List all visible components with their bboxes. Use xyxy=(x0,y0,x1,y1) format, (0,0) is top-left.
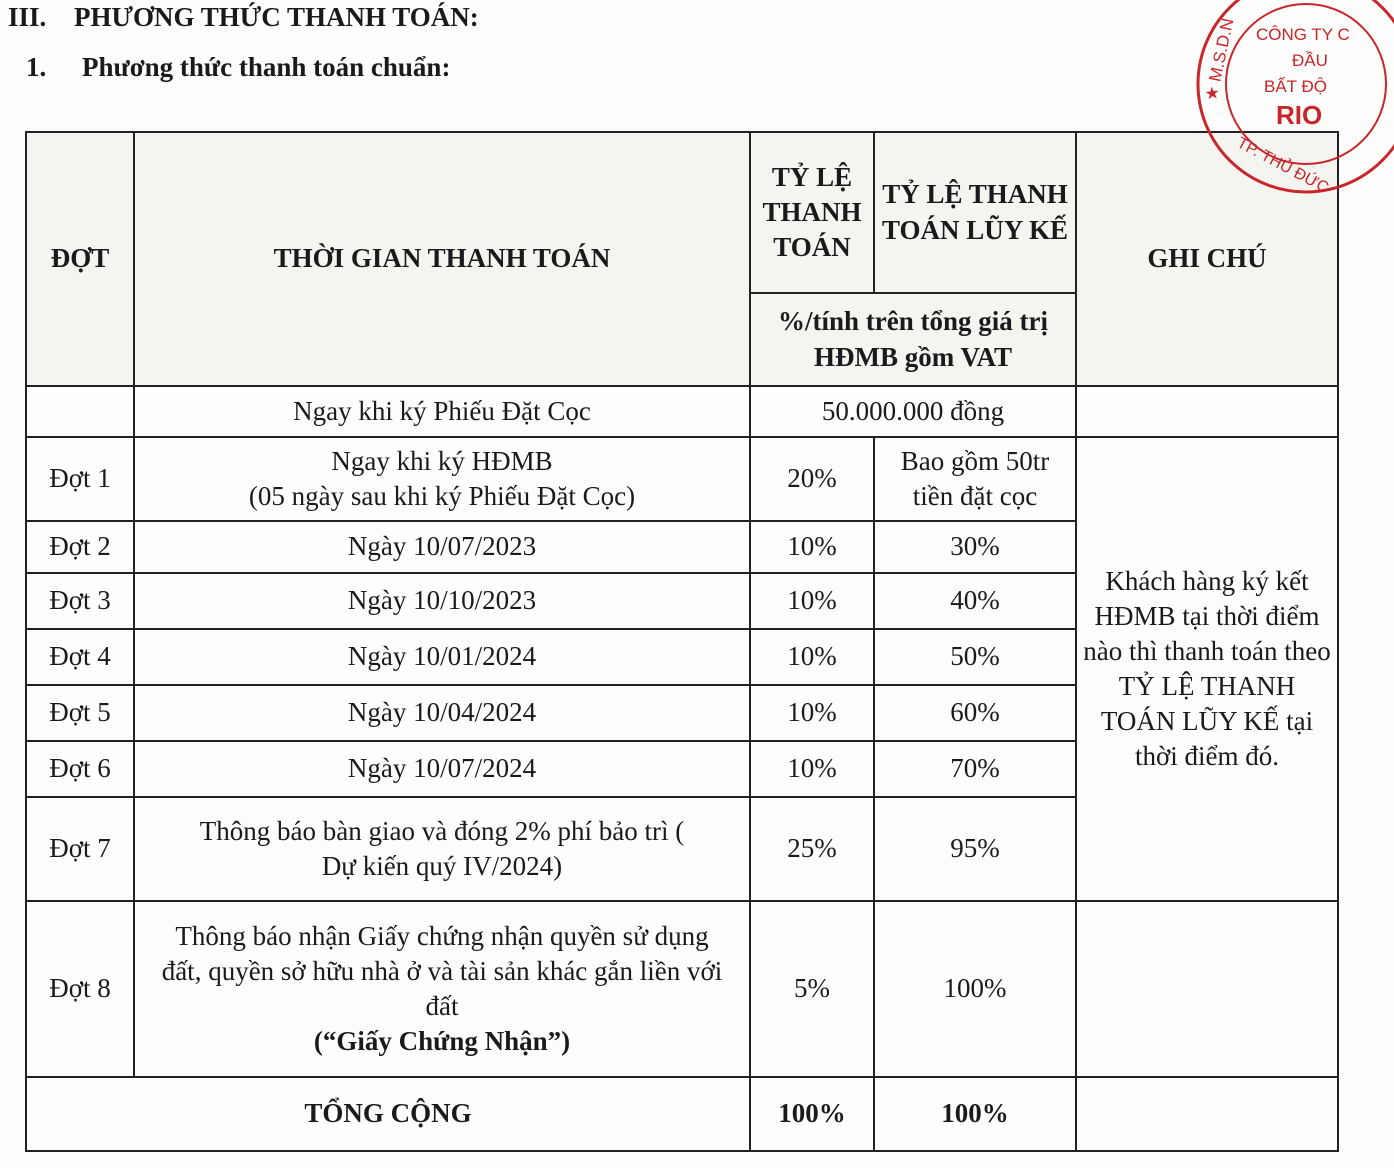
deposit-dot xyxy=(26,386,134,437)
svg-text:RIO: RIO xyxy=(1276,100,1323,130)
row-cumulative: 40% xyxy=(874,573,1076,629)
row-dot: Đợt 7 xyxy=(26,797,134,901)
row-note-empty xyxy=(1076,901,1338,1077)
deposit-amount: 50.000.000 đồng xyxy=(750,386,1076,437)
row-time xyxy=(134,797,750,901)
svg-text:ĐẦU: ĐẦU xyxy=(1292,51,1328,70)
header-basis: %/tính trên tổng giá trị HĐMB gồm VAT xyxy=(750,293,1076,386)
row-cumulative: 100% xyxy=(874,901,1076,1077)
section-title: PHƯƠNG THỨC THANH TOÁN: xyxy=(74,2,479,32)
row-dot: Đợt 2 xyxy=(26,521,134,573)
row-cumulative: 50% xyxy=(874,629,1076,685)
total-cumulative: 100% xyxy=(874,1077,1076,1151)
svg-text:CÔNG TY C: CÔNG TY C xyxy=(1256,25,1350,44)
total-rate: 100% xyxy=(750,1077,874,1151)
header-cumulative-rate: TỶ LỆ THANH TOÁN LŨY KẾ xyxy=(874,132,1076,293)
row-cumulative: 30% xyxy=(874,521,1076,573)
payment-schedule-table xyxy=(25,131,1339,1152)
subsection-heading xyxy=(26,52,450,83)
subsection-number: 1. xyxy=(26,52,47,82)
deposit-time: Ngay khi ký Phiếu Đặt Cọc xyxy=(134,386,750,437)
row-time xyxy=(134,437,750,521)
total-label: TỔNG CỘNG xyxy=(26,1077,750,1151)
header-payment-rate: TỶ LỆ THANH TOÁN xyxy=(750,132,874,293)
row-rate: 10% xyxy=(750,629,874,685)
svg-text:TP. THỦ ĐỨC: TP. THỦ ĐỨC xyxy=(1234,134,1332,197)
row-cumulative: 60% xyxy=(874,685,1076,741)
row-dot: Đợt 3 xyxy=(26,573,134,629)
row-rate: 10% xyxy=(750,685,874,741)
section-heading xyxy=(8,2,479,33)
subsection-title: Phương thức thanh toán chuẩn: xyxy=(82,52,451,82)
header-payment-time: THỜI GIAN THANH TOÁN xyxy=(134,132,750,386)
row-rate: 20% xyxy=(750,437,874,521)
row-rate: 25% xyxy=(750,797,874,901)
row-time-line2: (“Giấy Chứng Nhận”) xyxy=(313,1026,571,1057)
total-note xyxy=(1076,1077,1338,1151)
row-dot: Đợt 1 xyxy=(26,437,134,521)
section-number: III. xyxy=(8,2,47,32)
row-time-line1: Thông báo bàn giao và đóng 2% phí bảo trì ( xyxy=(199,815,685,846)
row-time-line1: Thông báo nhận Giấy chứng nhận quyền sử dụng đất, quyền sở hữu nhà ở và tài sản khác gắn liền với đất xyxy=(161,920,723,1021)
note-cell: Khách hàng ký kết HĐMB tại thời điểm nào thì thanh toán theo TỶ LỆ THANH TOÁN LŨY KẾ tại thời điểm đó. xyxy=(1076,437,1338,901)
row-rate: 5% xyxy=(750,901,874,1077)
row-time: Ngày 10/07/2023 xyxy=(134,521,750,573)
company-seal-stamp xyxy=(1194,0,1394,234)
row-rate: 10% xyxy=(750,741,874,797)
row-dot: Đợt 4 xyxy=(26,629,134,685)
table-row xyxy=(26,901,1338,1077)
row-time: Ngày 10/07/2024 xyxy=(134,741,750,797)
row-dot: Đợt 6 xyxy=(26,741,134,797)
deposit-note xyxy=(1076,386,1338,437)
row-time: Ngày 10/04/2024 xyxy=(134,685,750,741)
row-time-line2: Dự kiến quý IV/2024) xyxy=(321,851,563,881)
total-row xyxy=(26,1077,1338,1151)
row-cumulative: 70% xyxy=(874,741,1076,797)
deposit-row xyxy=(26,386,1338,437)
row-time xyxy=(134,901,750,1077)
header-note: GHI CHÚ xyxy=(1076,132,1338,386)
svg-text:BẤT ĐỘ: BẤT ĐỘ xyxy=(1264,77,1327,96)
row-time-line1: Ngay khi ký HĐMB xyxy=(331,445,553,476)
row-cumulative: 95% xyxy=(874,797,1076,901)
row-time: Ngày 10/01/2024 xyxy=(134,629,750,685)
row-cumulative: Bao gồm 50tr tiền đặt cọc xyxy=(874,437,1076,521)
row-dot: Đợt 5 xyxy=(26,685,134,741)
row-dot: Đợt 8 xyxy=(26,901,134,1077)
table-row xyxy=(26,437,1338,521)
row-time: Ngày 10/10/2023 xyxy=(134,573,750,629)
header-row xyxy=(26,132,1338,293)
svg-text:★ M.S.D.N: ★ M.S.D.N xyxy=(1201,16,1238,103)
row-rate: 10% xyxy=(750,521,874,573)
header-dot: ĐỢT xyxy=(26,132,134,386)
row-rate: 10% xyxy=(750,573,874,629)
row-time-line2: (05 ngày sau khi ký Phiếu Đặt Cọc) xyxy=(248,481,636,511)
